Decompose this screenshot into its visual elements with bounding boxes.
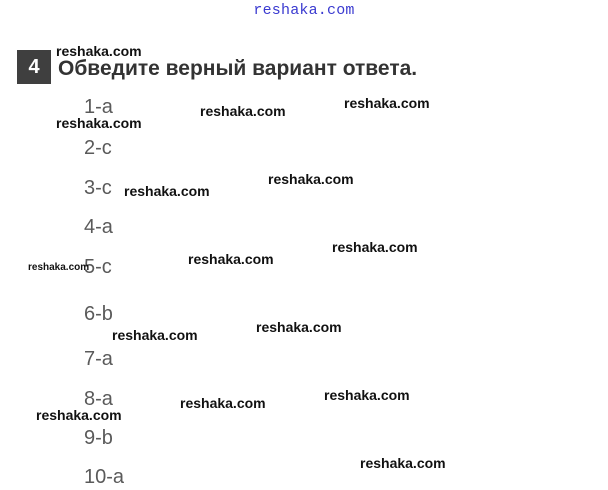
watermark: reshaka.com: [344, 95, 430, 111]
answer-item: 7-a: [84, 348, 113, 370]
task-number-badge: 4: [17, 50, 51, 84]
watermark: reshaka.com: [28, 262, 90, 273]
watermark: reshaka.com: [324, 387, 410, 403]
watermark: reshaka.com: [268, 171, 354, 187]
watermark: reshaka.com: [112, 327, 198, 343]
answer-item: 8-a: [84, 388, 113, 410]
answer-item: 9-b: [84, 427, 113, 449]
watermark: reshaka.com: [56, 115, 142, 131]
site-header-link[interactable]: reshaka.com: [253, 2, 355, 19]
watermark: reshaka.com: [256, 319, 342, 335]
watermark: reshaka.com: [124, 183, 210, 199]
watermark: reshaka.com: [332, 239, 418, 255]
answer-item: 5-c: [84, 256, 112, 278]
watermark: reshaka.com: [36, 407, 122, 423]
answer-item: 10-a: [84, 466, 125, 488]
answer-item: 1-a: [84, 96, 113, 118]
answer-item: 3-c: [84, 177, 112, 199]
watermark: reshaka.com: [56, 43, 142, 59]
watermark: reshaka.com: [180, 395, 266, 411]
watermark: reshaka.com: [200, 103, 286, 119]
answer-item: 6-b: [84, 303, 113, 325]
answer-item: 2-c: [84, 137, 112, 159]
watermark: reshaka.com: [188, 251, 274, 267]
watermark: reshaka.com: [360, 455, 446, 471]
answer-item: 4-a: [84, 216, 113, 238]
task-title: Обведите верный вариант ответа.: [58, 57, 418, 80]
